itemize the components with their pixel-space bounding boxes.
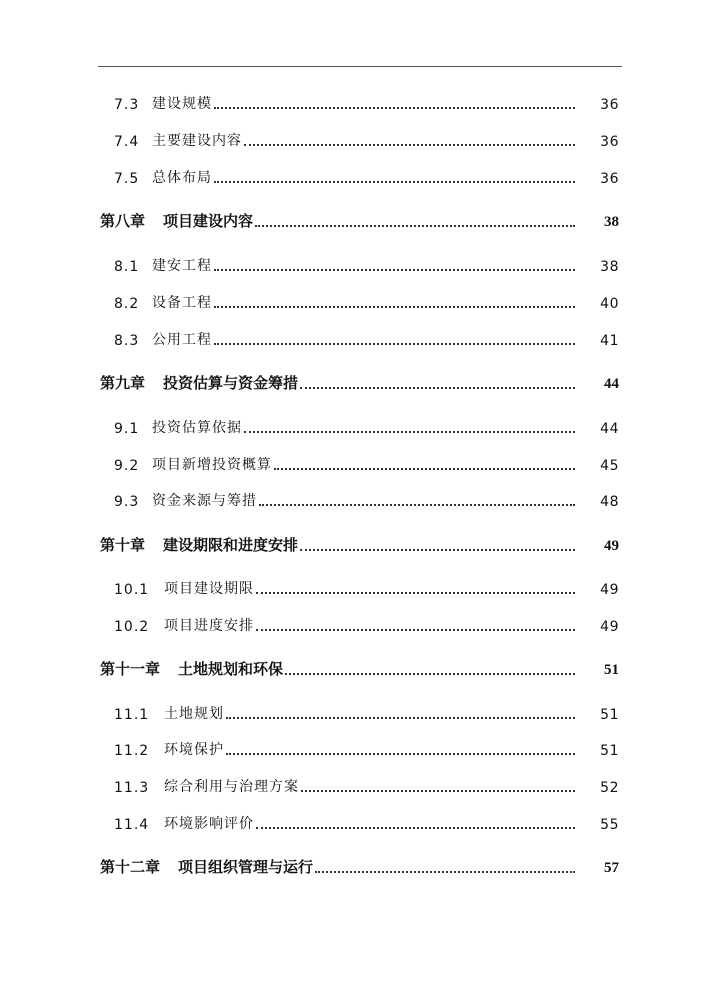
dot-leader: [244, 431, 575, 433]
dot-leader: [274, 468, 575, 470]
toc-entry-11-2[interactable]: [0, 737, 703, 759]
toc-chapter-11[interactable]: [0, 657, 703, 679]
chapter-number: 第十章: [100, 536, 146, 554]
chapter-title: 项目建设内容: [163, 212, 254, 230]
toc-number: 7.5: [114, 171, 140, 187]
toc-title: 综合利用与治理方案: [164, 779, 299, 795]
toc-entry-10-2[interactable]: [0, 613, 703, 635]
toc-page-number: 51: [600, 743, 619, 759]
toc-number: 8.2: [114, 296, 140, 312]
toc-number: 9.2: [114, 458, 140, 474]
dot-leader: [214, 181, 575, 183]
toc-page-number: 45: [600, 458, 619, 474]
toc-page-number: 40: [600, 296, 619, 312]
toc-number: 11.4: [114, 817, 150, 833]
toc-page-number: 57: [604, 860, 619, 876]
toc-entry-11-4[interactable]: [0, 811, 703, 833]
dot-leader: [226, 717, 575, 719]
toc-number: 10.1: [114, 582, 150, 598]
toc-page-number: 38: [604, 214, 619, 230]
toc-title: 设备工程: [152, 295, 212, 311]
dot-leader: [259, 504, 575, 506]
toc-title: 总体布局: [152, 170, 212, 186]
toc-chapter-9[interactable]: [0, 371, 703, 393]
toc-title: 项目进度安排: [164, 618, 254, 634]
chapter-number: 第十二章: [100, 858, 161, 876]
toc-entry-9-3[interactable]: [0, 488, 703, 510]
toc-title: 主要建设内容: [152, 133, 242, 149]
chapter-title: 投资估算与资金筹措: [163, 374, 299, 392]
dot-leader: [255, 225, 575, 227]
toc-number: 9.3: [114, 494, 140, 510]
toc-entry-8-1[interactable]: [0, 253, 703, 275]
toc-page-number: 52: [600, 780, 619, 796]
dot-leader: [244, 144, 575, 146]
toc-number: 7.3: [114, 97, 140, 113]
toc-title: 土地规划: [164, 706, 224, 722]
toc-number: 10.2: [114, 619, 150, 635]
toc-entry-7-3[interactable]: [0, 91, 703, 113]
chapter-number: 第九章: [100, 374, 146, 392]
toc-page-number: 36: [600, 97, 619, 113]
chapter-number: 第十一章: [100, 660, 161, 678]
toc-title: 公用工程: [152, 332, 212, 348]
toc-page-number: 48: [600, 494, 619, 510]
toc-number: 8.1: [114, 259, 140, 275]
toc-chapter-12[interactable]: [0, 855, 703, 877]
toc-page-number: 36: [600, 171, 619, 187]
toc-page-number: 49: [600, 582, 619, 598]
dot-leader: [214, 107, 575, 109]
dot-leader: [300, 549, 575, 551]
dot-leader: [300, 387, 575, 389]
toc-entry-9-2[interactable]: [0, 452, 703, 474]
toc-title: 项目建设期限: [164, 581, 254, 597]
toc-entry-7-5[interactable]: [0, 165, 703, 187]
toc-title: 建设规模: [152, 96, 212, 112]
toc-number: 11.1: [114, 707, 150, 723]
dot-leader: [256, 592, 575, 594]
toc-page-number: 49: [600, 619, 619, 635]
toc-entry-8-2[interactable]: [0, 290, 703, 312]
toc-page-number: 51: [600, 707, 619, 723]
toc-chapter-8[interactable]: [0, 209, 703, 231]
dot-leader: [214, 269, 575, 271]
toc-page-number: 44: [600, 421, 619, 437]
dot-leader: [214, 306, 575, 308]
toc-page-number: 38: [600, 259, 619, 275]
dot-leader: [301, 790, 575, 792]
dot-leader: [256, 629, 575, 631]
toc-number: 11.3: [114, 780, 150, 796]
toc-entry-8-3[interactable]: [0, 327, 703, 349]
toc-entry-11-3[interactable]: [0, 774, 703, 796]
toc-entry-7-4[interactable]: [0, 128, 703, 150]
toc-page-number: 51: [604, 662, 619, 678]
toc-page-number: 44: [604, 376, 619, 392]
chapter-title: 建设期限和进度安排: [163, 536, 299, 554]
toc-entry-11-1[interactable]: [0, 701, 703, 723]
toc-page-number: 55: [600, 817, 619, 833]
toc-number: 8.3: [114, 333, 140, 349]
toc-title: 资金来源与筹措: [152, 493, 257, 509]
dot-leader: [256, 827, 575, 829]
toc-page-number: 49: [604, 538, 619, 554]
toc-entry-9-1[interactable]: [0, 415, 703, 437]
toc-title: 建安工程: [152, 258, 212, 274]
toc-title: 环境保护: [164, 742, 224, 758]
chapter-number: 第八章: [100, 212, 146, 230]
dot-leader: [315, 871, 575, 873]
toc-page-number: 41: [600, 333, 619, 349]
dot-leader: [226, 753, 575, 755]
toc-title: 项目新增投资概算: [152, 457, 272, 473]
toc-number: 11.2: [114, 743, 150, 759]
toc-number: 7.4: [114, 134, 140, 150]
toc-title: 投资估算依据: [152, 420, 242, 436]
dot-leader: [214, 343, 575, 345]
toc-title: 环境影响评价: [164, 816, 254, 832]
toc-entry-10-1[interactable]: [0, 576, 703, 598]
toc-chapter-10[interactable]: [0, 533, 703, 555]
dot-leader: [285, 673, 575, 675]
chapter-title: 项目组织管理与运行: [178, 858, 314, 876]
toc-page-number: 36: [600, 134, 619, 150]
chapter-title: 土地规划和环保: [178, 660, 284, 678]
toc-number: 9.1: [114, 421, 140, 437]
